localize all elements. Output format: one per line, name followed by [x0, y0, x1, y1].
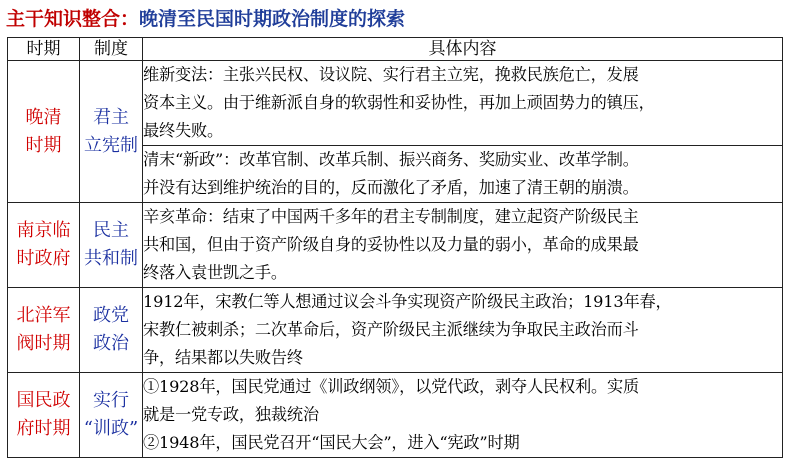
table-row [8, 373, 783, 458]
system-line: 立宪制 [84, 134, 138, 156]
period-cell [8, 373, 80, 458]
content-line: 清末“新政”：改革官制、改革兵制、振兴商务、奖励实业、改革学制。 [143, 150, 639, 169]
content-line: 终落入袁世凯之手。 [143, 263, 287, 282]
content-line: 并没有达到维护统治的目的，反而激化了矛盾，加速了清王朝的崩溃。 [143, 178, 639, 197]
title-lead: 主干知识整合： [6, 8, 140, 30]
political-system-table [7, 37, 783, 458]
system-line: “训政” [83, 418, 139, 439]
content-cell [143, 203, 783, 288]
content-line: 争，结果都以失败告终 [143, 348, 303, 367]
content-line: 资本主义。由于维新派自身的软弱性和妥协性，再加上顽固势力的镇压， [143, 93, 655, 112]
period-cell [8, 288, 80, 373]
period-line: 阀时期 [16, 333, 71, 354]
table-row [8, 288, 783, 373]
system-line: 共和制 [84, 248, 138, 269]
content-cell [143, 373, 783, 458]
system-line: 实行 [93, 390, 129, 411]
content-line: 维新变法：主张兴民权、设议院、实行君主立宪，挽救民族危亡，发展 [143, 65, 639, 84]
content-cell [143, 146, 783, 203]
content-cell [143, 288, 783, 373]
system-line: 政治 [93, 333, 129, 354]
period-cell [8, 203, 80, 288]
content-line: 共和国，但由于资产阶级自身的妥协性以及力量的弱小，革命的成果最 [143, 235, 639, 254]
header-period: 时期 [8, 38, 80, 61]
system-cell [80, 61, 143, 203]
system-cell [80, 373, 143, 458]
header-system: 制度 [80, 38, 143, 61]
content-line: 1912年，宋教仁等人想通过议会斗争实现资产阶级民主政治；1913年春， [143, 292, 672, 311]
page-title [6, 4, 405, 34]
period-line: 晚清 [25, 106, 62, 128]
period-line: 时期 [25, 134, 62, 156]
content-line: 辛亥革命：结束了中国两千多年的君主专制制度，建立起资产阶级民主 [143, 207, 639, 226]
content-line: ①1928年，国民党通过《训政纲领》，以党代政，剥夺人民权利。实质 [143, 377, 639, 396]
table-row [8, 61, 783, 146]
header-content: 具体内容 [143, 38, 783, 61]
period-cell [8, 61, 80, 203]
period-line: 南京临 [16, 220, 71, 241]
content-line: 宋教仁被刺杀；二次革命后，资产阶级民主派继续为争取民主政治而斗 [143, 320, 639, 339]
content-line: 最终失败。 [143, 121, 223, 140]
system-cell [80, 203, 143, 288]
system-line: 政党 [93, 305, 129, 326]
period-line: 时政府 [16, 248, 71, 269]
system-line: 君主 [93, 106, 129, 128]
system-cell [80, 288, 143, 373]
title-main: 晚清至民国时期政治制度的探索 [139, 8, 406, 30]
content-line: 就是一党专政，独裁统治 [143, 405, 319, 424]
system-line: 民主 [93, 220, 129, 241]
table-row [8, 203, 783, 288]
period-line: 府时期 [16, 418, 71, 439]
period-line: 北洋军 [16, 305, 71, 326]
content-cell [143, 61, 783, 146]
content-line: ②1948年，国民党召开“国民大会”，进入“宪政”时期 [143, 433, 520, 452]
table-header-row [8, 38, 783, 61]
period-line: 国民政 [16, 390, 71, 411]
